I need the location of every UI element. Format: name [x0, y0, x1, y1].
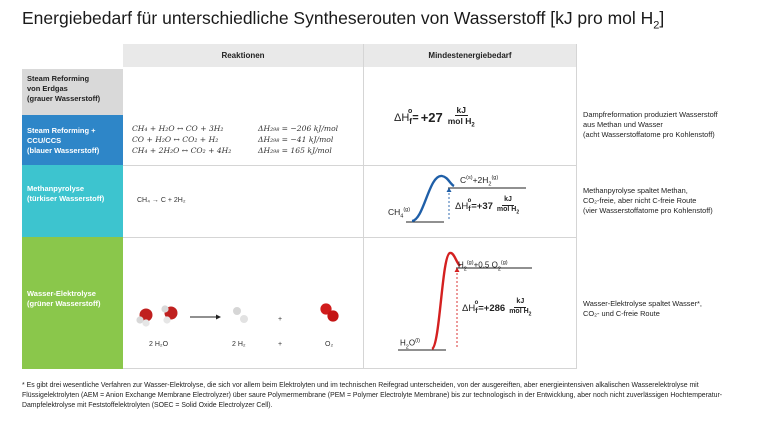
enthalpy-steam-3: ΔH₂₉₈ = 165 kJ/mol	[258, 146, 332, 155]
energy-curve	[432, 253, 460, 349]
description-methane-pyrolysis: Methanpyrolyse spaltet Methan, CO₂-freie, aber nicht C-freie Route (vier Wasserstoffatome pro Kohlenstoff)	[583, 186, 713, 215]
water-molecule-icon	[161, 305, 177, 323]
enthalpy-steam-2: ΔH₂₉₈ = −41 kJ/mol	[258, 135, 334, 144]
row-divider	[123, 165, 576, 166]
footnote: * Es gibt drei wesentliche Verfahren zur Wasser-Elektrolyse, die sich vor allem beim Elektrolyten und im technischen Reifegrad unterscheiden, von der ausgereiften, aber energieintensiven alkalischen Wasserelektrolyse mit Flüssigelektrolyten (AEM = Anion Exchange Membrane Electrolyzer) über saure Polymermembrane (PEM = Polymer Electrolyte Membrane) bis zur technologisch in der Entwicklung, aber noch nicht zuverlässigen Hochtemperatur-Dampfelektrolyse mit Feststoffelektrolyten (SOEC = Solid Oxide Electrolyzer Cell).	[22, 382, 723, 409]
description-water-electrolysis: Wasser-Elektrolyse spaltet Wasser*, CO₂- und C-freie Route	[583, 299, 702, 318]
enthalpy-steam-1: ΔH₂₉₈ = −206 kJ/mol	[258, 124, 339, 133]
header-min-energy: Mindestenergiebedarf	[364, 44, 576, 67]
row-label-methane-pyrolysis: Methanpyrolyse (türkiser Wasserstoff)	[22, 165, 123, 237]
plus-sign-bottom: +	[278, 341, 283, 348]
energy-curve	[412, 176, 454, 221]
row-label-steam-reforming: Steam Reforming von Erdgas (grauer Wasserstoff)	[22, 69, 123, 115]
water-molecule-icon	[136, 309, 152, 327]
energy-steam: ΔH f o = +27 kJ mol $H_2$	[394, 105, 475, 129]
energy-electrolysis: ΔH f o = +286 kJ mol $H_2$	[462, 298, 532, 317]
arrow-right-icon	[190, 315, 221, 320]
electrolysis-product-h2: 2 H₂	[232, 341, 246, 348]
description-steam-reforming: Dampfreformation produziert Wasserstoff aus Methan und Wasser (acht Wasserstoffatome pro Kohlenstoff)	[583, 110, 718, 139]
hydrogen-molecule-icon	[233, 307, 248, 323]
energy-pyrolysis: ΔH f o = +37 kJ mol $H_2$	[455, 196, 520, 215]
electrolysis-product-o2: O₂	[325, 341, 334, 348]
electrolysis-reactant-label: $H_2O^{(l)}$	[400, 338, 420, 351]
row-label-blue-hydrogen: Steam Reforming + CCU/CCS (blauer Wasserstoff)	[22, 115, 123, 165]
water-molecules-illustration	[134, 299, 364, 339]
page-title: Energiebedarf für unterschiedliche Syntheserouten von Wasserstoff [kJ pro mol $H_2$]	[22, 8, 665, 32]
equation-steam-2: CO + H₂O ↔ CO₂ + H₂	[132, 135, 219, 144]
plus-sign: +	[278, 316, 283, 323]
electrolysis-product-label: $H_2^{(g)}+0,5$ $O_2^{(g)}$	[458, 260, 508, 273]
equation-pyrolysis: CH₄ → C + 2H₂	[137, 197, 186, 204]
row-divider	[123, 237, 576, 238]
pyrolysis-reactant-label: $CH_4^{(g)}$	[388, 207, 411, 220]
equation-steam-1: CH₄ + H₂O ↔ CO + 3H₂	[132, 124, 224, 133]
equation-steam-3: CH₄ + 2H₂O ↔ CO₂ + 4H₂	[132, 146, 232, 155]
oxygen-molecule-icon	[320, 303, 338, 321]
electrolysis-reactant: 2 H₂O	[149, 341, 169, 348]
pyrolysis-product-label: $C^{(s)}+2H_2^{(g)}$	[460, 175, 499, 188]
header-reactions: Reaktionen	[123, 44, 363, 67]
row-divider	[123, 368, 576, 369]
row-label-water-electrolysis: Wasser-Elektrolyse (grüner Wasserstoff)	[22, 237, 123, 369]
energy-table	[22, 44, 576, 369]
column-divider-right	[576, 44, 577, 369]
